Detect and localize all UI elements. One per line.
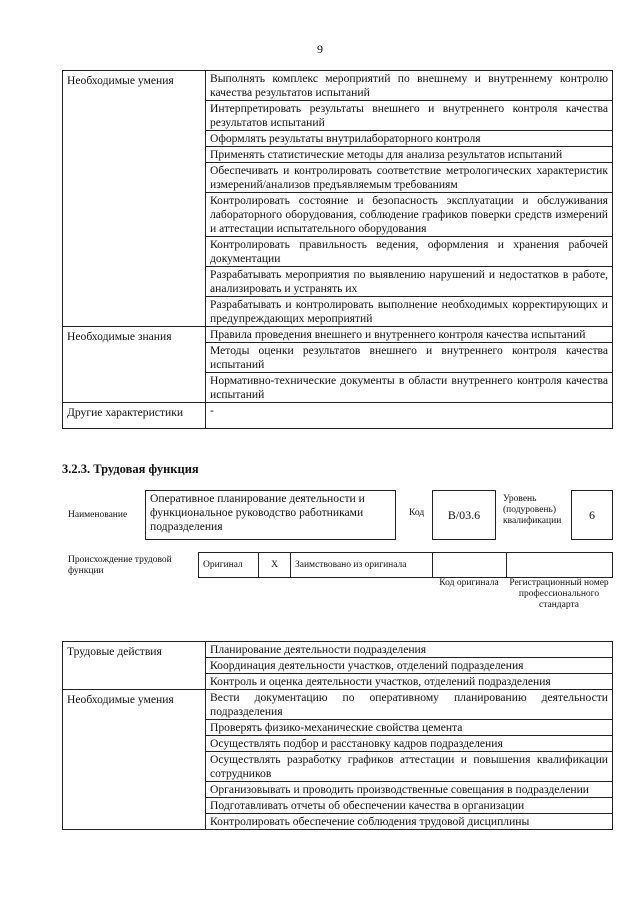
name-label: Наименование [68, 510, 128, 520]
section-title: 3.2.3. Трудовая функция [62, 462, 199, 476]
row-label-actions: Трудовые действия [63, 642, 206, 690]
table-cell: Осуществлять подбор и расстановку кадров подразделения [206, 736, 613, 752]
table-cell: Применять статистические методы для анализа результатов испытаний [206, 147, 613, 163]
table-cell: Разрабатывать мероприятия по выявлению нарушений и недостатков в работе, анализировать и устранять их [206, 267, 613, 297]
table-cell: Контролировать состояние и безопасность эксплуатации и обслуживания лабораторного оборудования, соблюдение графиков поверки средств измерений и аттестации испытательного оборудования [206, 193, 613, 237]
origin-label: Происхождение трудовой функции [68, 555, 172, 576]
row-label-skills: Необходимые умения [63, 71, 206, 327]
table-cell: Разрабатывать и контролировать выполнение необходимых корректирующих и предупреждающих мероприятий [206, 297, 613, 327]
table-cell: Вести документацию по оперативному планированию деятельности подразделения [206, 690, 613, 720]
origin-table [198, 552, 613, 578]
table-cell: Подготавливать отчеты об обеспечении качества в организации [206, 798, 613, 814]
table-cell: Методы оценки результатов внешнего и внутреннего контроля качества испытаний [206, 343, 613, 373]
table-cell: Контроль и оценка деятельности участков, отделений подразделения [206, 674, 613, 690]
table-cell: Организовывать и проводить производственные совещания в подразделении [206, 782, 613, 798]
table-cell: Осуществлять разработку графиков аттестации и повышения квалификации сотрудников [206, 752, 613, 782]
row-label-knowledge: Необходимые знания [63, 327, 206, 403]
level-value-box: 6 [571, 490, 613, 540]
table-cell: Нормативно-технические документы в области внутреннего контроля качества испытаний [206, 373, 613, 403]
function-name-box: Оперативное планирование деятельности и функциональное руководство работниками подразделения [145, 490, 396, 540]
original-label: Оригинал [199, 553, 259, 578]
skills-knowledge-table [62, 70, 613, 429]
table-cell: Проверять физико-механические свойства цемента [206, 720, 613, 736]
table-cell: Правила проведения внешнего и внутреннего контроля качества испытаний [206, 327, 613, 343]
page-number: 9 [317, 42, 323, 56]
original-mark: X [259, 553, 291, 578]
row-label-other: Другие характеристики [63, 403, 206, 429]
table-cell: Координация деятельности участков, отделений подразделения [206, 658, 613, 674]
table-cell: Оформлять результаты внутрилабораторного контроля [206, 131, 613, 147]
code-value-box: В/03.6 [432, 490, 496, 540]
table-cell: - [206, 403, 613, 429]
level-label: Уровень (подуровень) квалификации [503, 494, 562, 526]
code-label: Код [409, 508, 425, 518]
table-cell: Интерпретировать результаты внешнего и внутреннего контроля качества результатов испытаний [206, 101, 613, 131]
labor-actions-table [62, 641, 613, 830]
reg-number-cell [507, 553, 613, 578]
reg-number-caption: Регистрационный номер профессионального стандарта [509, 578, 609, 610]
table-cell: Контролировать обеспечение соблюдения трудовой дисциплины [206, 814, 613, 830]
code-original-caption: Код оригинала [439, 578, 499, 588]
table-cell: Выполнять комплекс мероприятий по внешнему и внутреннему контролю качества результатов испытаний [206, 71, 613, 101]
table-cell: Контролировать правильность ведения, оформления и хранения рабочей документации [206, 237, 613, 267]
table-cell: Обеспечивать и контролировать соответствие метрологических характеристик измерений/анализов предъявляемым требованиям [206, 163, 613, 193]
code-original-cell [433, 553, 507, 578]
row-label-skills-2: Необходимые умения [63, 690, 206, 830]
table-cell: Планирование деятельности подразделения [206, 642, 613, 658]
borrowed-label: Заимствовано из оригинала [291, 553, 433, 578]
